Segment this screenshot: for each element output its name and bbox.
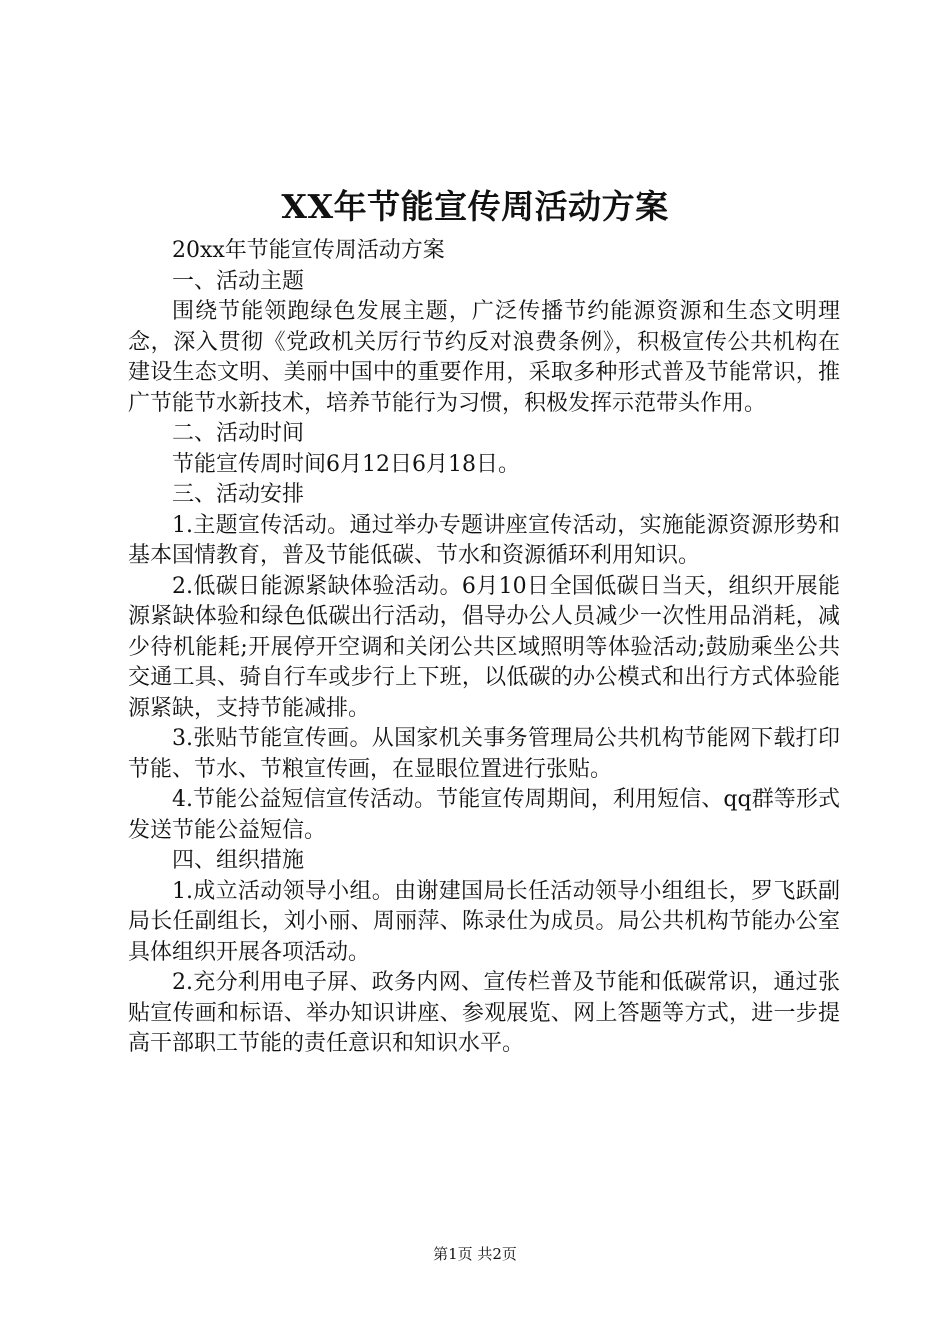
paragraph-arrangement-1: 1.主题宣传活动。通过举办专题讲座宣传活动，实施能源资源形势和基本国情教育，普及节能低碳、节水和资源循环利用知识。: [128, 512, 840, 568]
paragraph-theme: 围绕节能领跑绿色发展主题，广泛传播节约能源资源和生态文明理念，深入贯彻《党政机关厉行节约反对浪费条例》，积极宣传公共机构在建设生态文明、美丽中国中的重要作用，采取多种形式普及节能常识，推广节能节水新技术，培养节能行为习惯，积极发挥示范带头作用。: [128, 299, 840, 416]
section-heading-time: 二、活动时间: [172, 421, 305, 446]
paragraph-arrangement-3: 3.张贴节能宣传画。从国家机关事务管理局公共机构节能网下载打印节能、节水、节粮宣传画，在显眼位置进行张贴。: [128, 726, 840, 782]
paragraph-arrangement-2: 2.低碳日能源紧缺体验活动。6月10日全国低碳日当天，组织开展能源紧缺体验和绿色低碳出行活动，倡导办公人员减少一次性用品消耗，减少待机能耗;开展停开空调和关闭公共区域照明等体验活动;鼓励乘坐公共交通工具、骑自行车或步行上下班，以低碳的办公模式和出行方式体验能源紧缺，支持节能减排。: [128, 573, 840, 721]
section-heading-theme: 一、活动主题: [172, 268, 305, 294]
document-body: [128, 236, 840, 1060]
paragraph-measures-2: 2.充分利用电子屏、政务内网、宣传栏普及节能和低碳常识，通过张贴宣传画和标语、举办知识讲座、参观展览、网上答题等方式，进一步提高干部职工节能的责任意识和知识水平。: [128, 970, 840, 1056]
paragraph-measures-1: 1.成立活动领导小组。由谢建国局长任活动领导小组组长，罗飞跃副局长任副组长，刘小丽、周丽萍、陈录仕为成员。局公共机构节能办公室具体组织开展各项活动。: [128, 878, 840, 965]
page-footer: 第1页 共2页: [433, 1245, 517, 1263]
subtitle-paragraph: 20xx年节能宣传周活动方案: [172, 238, 445, 263]
document-title: XX年节能宣传周活动方案: [281, 187, 669, 226]
section-heading-arrangement: 三、活动安排: [172, 482, 305, 507]
paragraph-arrangement-4: 4.节能公益短信宣传活动。节能宣传周期间，利用短信、qq群等形式发送节能公益短信。: [128, 787, 840, 843]
paragraph-time: 节能宣传周时间6月12日6月18日。: [172, 451, 520, 477]
section-heading-measures: 四、组织措施: [172, 848, 305, 873]
